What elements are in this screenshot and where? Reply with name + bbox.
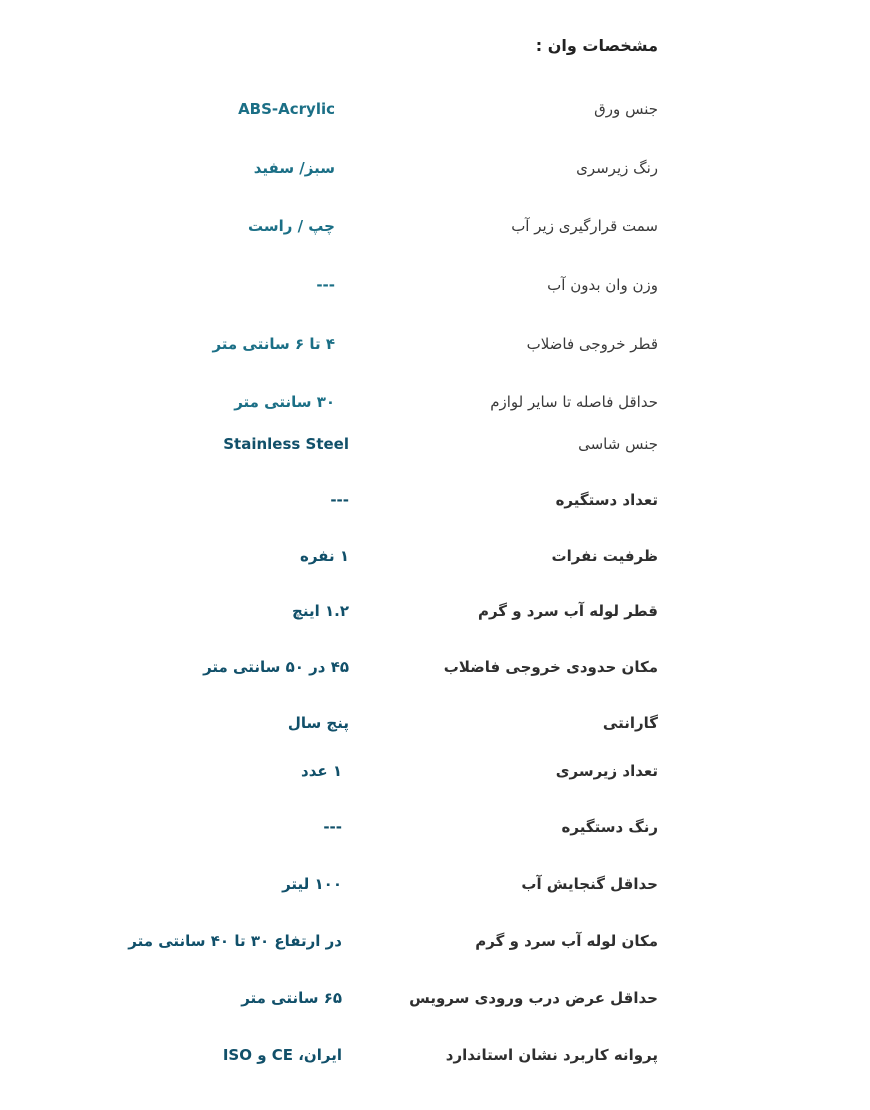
spec-value: سبز/ سفید [253, 159, 335, 177]
spec-label: سمت قرارگیری زیر آب [511, 217, 658, 235]
spec-row-handle-count [0, 487, 870, 517]
spec-value: در ارتفاع ۳۰ تا ۴۰ سانتی متر [128, 932, 342, 950]
specs-title: مشخصات وان : [535, 36, 658, 55]
spec-label: گارانتی [602, 714, 658, 732]
spec-label: جنس شاسی [578, 435, 658, 453]
spec-label: مکان حدودی خروجی فاضلاب [443, 658, 658, 676]
spec-row-drain-position [0, 654, 870, 684]
spec-value: ۱.۲ اینچ [292, 602, 349, 620]
spec-value: ۴ تا ۶ سانتی متر [212, 335, 335, 353]
spec-label: حداقل عرض درب ورودی سرویس [409, 989, 658, 1007]
spec-row-drain-diameter [0, 331, 870, 361]
spec-row-capacity [0, 543, 870, 573]
spec-value: ایران، CE و ISO [222, 1046, 342, 1064]
spec-row-min-clearance [0, 389, 870, 419]
spec-label: ظرفیت نفرات [551, 547, 658, 565]
spec-row-chassis-material [0, 431, 870, 461]
spec-row-drain-side [0, 213, 870, 243]
spec-row-pipe-position [0, 928, 870, 958]
spec-value: ۴۵ در ۵۰ سانتی متر [203, 658, 349, 676]
spec-value: ۱ نفره [300, 547, 349, 565]
spec-value: --- [330, 491, 349, 509]
spec-value: ۱ عدد [301, 762, 342, 780]
spec-label: حداقل فاصله تا سایر لوازم [490, 393, 658, 411]
spec-row-sheet-material [0, 96, 870, 126]
spec-value: --- [323, 818, 342, 836]
spec-value: پنج سال [287, 714, 349, 732]
spec-value: ۱۰۰ لیتر [282, 875, 342, 893]
spec-row-warranty [0, 710, 870, 740]
spec-row-headrest-color [0, 155, 870, 185]
spec-label: پروانه کاربرد نشان استاندارد [445, 1046, 658, 1064]
spec-row-headrest-count [0, 758, 870, 788]
spec-label: رنگ دستگیره [561, 818, 658, 836]
spec-label: وزن وان بدون آب [547, 276, 658, 294]
spec-label: قطر خروجی فاضلاب [526, 335, 658, 353]
spec-value: Stainless Steel [223, 435, 349, 453]
spec-label: جنس ورق [594, 100, 658, 118]
spec-label: تعداد دستگیره [555, 491, 658, 509]
spec-row-handle-color [0, 814, 870, 844]
spec-row-standard-license [0, 1042, 870, 1072]
spec-row-min-door-width [0, 985, 870, 1015]
spec-value: ABS-Acrylic [238, 100, 335, 118]
spec-value: --- [316, 276, 335, 294]
spec-row-empty-weight [0, 272, 870, 302]
spec-value: چپ / راست [247, 217, 335, 235]
spec-row-min-water-capacity [0, 871, 870, 901]
spec-value: ۳۰ سانتی متر [234, 393, 335, 411]
spec-label: رنگ زیرسری [576, 159, 658, 177]
spec-row-pipe-diameter [0, 598, 870, 628]
spec-label: تعداد زیرسری [555, 762, 658, 780]
spec-label: حداقل گنجایش آب [521, 875, 658, 893]
spec-label: مکان لوله آب سرد و گرم [475, 932, 658, 950]
spec-value: ۶۵ سانتی متر [241, 989, 342, 1007]
spec-label: قطر لوله آب سرد و گرم [477, 602, 658, 620]
